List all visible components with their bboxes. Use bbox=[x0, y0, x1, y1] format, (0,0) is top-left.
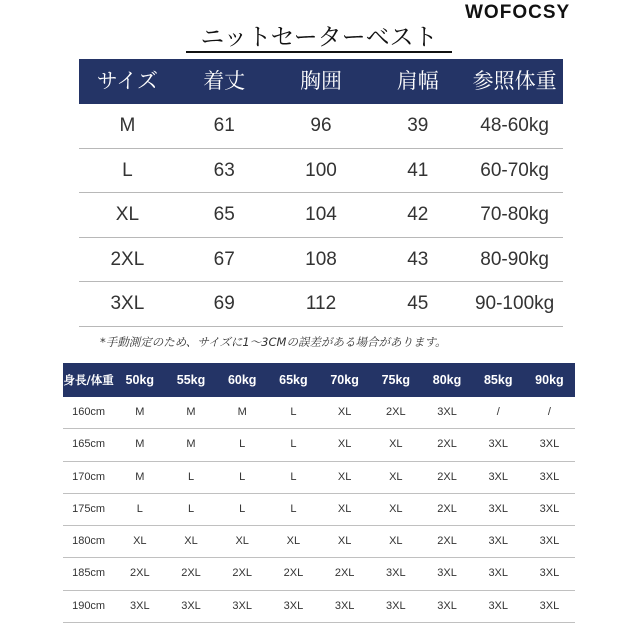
fit-table-row bbox=[63, 429, 575, 461]
fit-table-cell: XL bbox=[337, 438, 352, 451]
fit-table-cell: 3XL bbox=[488, 470, 509, 483]
fit-table-cell: XL bbox=[389, 535, 403, 548]
size-table-cell: 60-70kg bbox=[480, 159, 549, 181]
size-table-row bbox=[79, 104, 563, 149]
fit-table-cell: 2XL bbox=[437, 438, 457, 451]
fit-table-cell: 165cm bbox=[72, 438, 106, 451]
fit-table-cell: 3XL bbox=[539, 438, 560, 451]
fit-table-cell: 3XL bbox=[539, 470, 560, 483]
size-table-cell: 69 bbox=[213, 293, 235, 315]
size-table-cell: 61 bbox=[213, 115, 235, 136]
fit-table-cell: M bbox=[135, 470, 145, 483]
fit-table-cell: 3XL bbox=[539, 535, 560, 548]
fit-table-cell: XL bbox=[389, 502, 403, 515]
fit-table-cell: L bbox=[290, 438, 297, 451]
fit-table-cell: 3XL bbox=[283, 599, 304, 612]
fit-table-cell: 190cm bbox=[72, 599, 106, 612]
size-table-row bbox=[79, 149, 563, 194]
fit-table-header bbox=[63, 363, 575, 397]
fit-table-cell: L bbox=[239, 502, 246, 515]
fit-table-cell: XL bbox=[337, 502, 352, 515]
fit-table-cell: M bbox=[135, 438, 145, 451]
size-table-cell: 100 bbox=[305, 159, 337, 181]
fit-table-row bbox=[63, 494, 575, 526]
fit-table-row bbox=[63, 462, 575, 494]
size-table-row bbox=[79, 282, 563, 327]
fit-table-header-cell: 90kg bbox=[535, 373, 564, 387]
fit-table-row bbox=[63, 526, 575, 558]
measurement-note: *手動測定のため、サイズに1～3CMの誤差がある場合があります。 bbox=[100, 335, 447, 349]
fit-table-cell: 3XL bbox=[488, 502, 509, 515]
fit-table-cell: L bbox=[136, 502, 143, 515]
fit-table-cell: / bbox=[496, 406, 500, 418]
fit-table-cell: XL bbox=[235, 535, 249, 548]
fit-table-row bbox=[63, 397, 575, 429]
fit-table-cell: 3XL bbox=[386, 567, 406, 580]
fit-table-cell: 2XL bbox=[283, 567, 304, 580]
size-table-cell: 63 bbox=[213, 159, 235, 181]
fit-table-row bbox=[63, 558, 575, 590]
fit-table-cell: 185cm bbox=[72, 567, 106, 580]
fit-table-cell: XL bbox=[337, 406, 352, 418]
size-table-cell: 90-100kg bbox=[474, 293, 555, 315]
size-table-cell: 112 bbox=[305, 293, 337, 315]
fit-table-cell: 175cm bbox=[72, 502, 106, 515]
fit-table-cell: 3XL bbox=[488, 535, 509, 548]
fit-table-cell: 3XL bbox=[539, 502, 560, 515]
size-table-row bbox=[79, 193, 563, 238]
size-table-cell: 104 bbox=[305, 204, 337, 226]
fit-table-cell: XL bbox=[133, 535, 147, 548]
size-table-cell: 3XL bbox=[110, 293, 145, 315]
fit-table-cell: XL bbox=[184, 535, 198, 548]
fit-table-cell: 3XL bbox=[130, 599, 150, 612]
fit-table-cell: L bbox=[290, 470, 297, 483]
size-table-cell: 2XL bbox=[110, 248, 145, 270]
fit-table-cell: L bbox=[239, 470, 246, 483]
fit-table-cell: 2XL bbox=[334, 567, 355, 580]
title-underline bbox=[186, 51, 452, 53]
fit-table-cell: / bbox=[547, 406, 551, 418]
fit-table-cell: 2XL bbox=[130, 567, 150, 580]
fit-table-header-cell: 70kg bbox=[330, 373, 359, 387]
size-table-row bbox=[79, 238, 563, 283]
fit-table-header-cell: 50kg bbox=[125, 373, 155, 387]
fit-table-cell: L bbox=[187, 502, 195, 515]
size-table-cell: 48-60kg bbox=[480, 115, 549, 136]
size-table-body bbox=[79, 104, 563, 327]
fit-table-header-cell: 55kg bbox=[176, 373, 206, 387]
fit-table-cell: L bbox=[187, 470, 195, 483]
fit-table-cell: 3XL bbox=[437, 567, 457, 580]
size-table-cell: 80-90kg bbox=[480, 248, 549, 270]
fit-table-cell: 3XL bbox=[437, 599, 457, 612]
fit-table-cell: 2XL bbox=[437, 502, 457, 515]
fit-table-header-cell: 75kg bbox=[381, 373, 411, 387]
size-table-cell: 108 bbox=[305, 248, 337, 270]
size-table-cell: M bbox=[119, 115, 136, 136]
fit-table-header-cell: 身長/体重 bbox=[63, 373, 114, 387]
fit-table-cell: L bbox=[239, 438, 246, 451]
fit-table-row bbox=[63, 591, 575, 623]
fit-table-cell: 3XL bbox=[488, 567, 509, 580]
size-table-cell: 67 bbox=[213, 248, 235, 270]
fit-table-cell: 2XL bbox=[181, 567, 201, 580]
fit-table-cell: 2XL bbox=[386, 406, 406, 418]
size-table-header bbox=[79, 59, 563, 104]
size-table-cell: 39 bbox=[407, 115, 429, 136]
fit-table-header-cell: 60kg bbox=[227, 373, 257, 387]
fit-table-cell: 180cm bbox=[72, 535, 106, 548]
fit-table-cell: M bbox=[186, 406, 196, 418]
size-table-header-cell: サイズ bbox=[96, 69, 159, 93]
size-table-cell: 45 bbox=[407, 293, 429, 315]
fit-table-cell: 3XL bbox=[386, 599, 406, 612]
size-table-cell: 42 bbox=[407, 204, 429, 226]
size-table-cell: 65 bbox=[213, 204, 235, 226]
fit-table-cell: 3XL bbox=[488, 438, 509, 451]
page-title: ニットセーターベスト bbox=[200, 23, 438, 51]
size-table-header-cell: 参照体重 bbox=[472, 69, 557, 93]
fit-table-header-cell: 85kg bbox=[483, 373, 513, 387]
fit-table-header-cell: 80kg bbox=[432, 373, 462, 387]
size-table-header-cell: 肩幅 bbox=[396, 69, 439, 93]
fit-table-cell: XL bbox=[389, 470, 403, 483]
fit-table-cell: XL bbox=[389, 438, 403, 451]
fit-table-cell: 3XL bbox=[539, 567, 560, 580]
fit-table-cell: 3XL bbox=[488, 599, 509, 612]
fit-table-cell: M bbox=[186, 438, 196, 451]
size-table-header-cell: 着丈 bbox=[203, 69, 246, 93]
fit-table-cell: XL bbox=[337, 535, 352, 548]
fit-table-cell: 3XL bbox=[539, 599, 560, 612]
fit-table-cell: 170cm bbox=[72, 470, 106, 483]
size-table-cell: XL bbox=[115, 204, 140, 226]
fit-table-cell: 3XL bbox=[334, 599, 355, 612]
size-table-cell: 43 bbox=[407, 248, 429, 270]
fit-table-cell: M bbox=[135, 406, 145, 418]
fit-table-cell: 2XL bbox=[232, 567, 252, 580]
fit-table-header-cell: 65kg bbox=[279, 373, 308, 387]
brand-logo: WOFOCSY bbox=[465, 2, 571, 23]
fit-table-cell: 3XL bbox=[437, 406, 457, 418]
fit-table-cell: 2XL bbox=[437, 535, 457, 548]
fit-table-cell: L bbox=[290, 502, 297, 515]
fit-table-cell: 2XL bbox=[437, 470, 457, 483]
size-table-cell: 96 bbox=[310, 115, 332, 136]
fit-table-cell: M bbox=[237, 406, 247, 418]
size-table-cell: L bbox=[122, 159, 133, 181]
fit-table-cell: XL bbox=[337, 470, 352, 483]
fit-table-body bbox=[63, 397, 575, 623]
fit-table-cell: XL bbox=[286, 535, 301, 548]
size-table-cell: 70-80kg bbox=[480, 204, 549, 226]
fit-table-cell: 3XL bbox=[181, 599, 201, 612]
size-table-header-cell: 胸囲 bbox=[299, 69, 342, 93]
fit-table-cell: 160cm bbox=[72, 406, 106, 418]
fit-table-cell: L bbox=[290, 406, 297, 418]
size-table-cell: 41 bbox=[407, 159, 429, 181]
fit-table-cell: 3XL bbox=[232, 599, 252, 612]
